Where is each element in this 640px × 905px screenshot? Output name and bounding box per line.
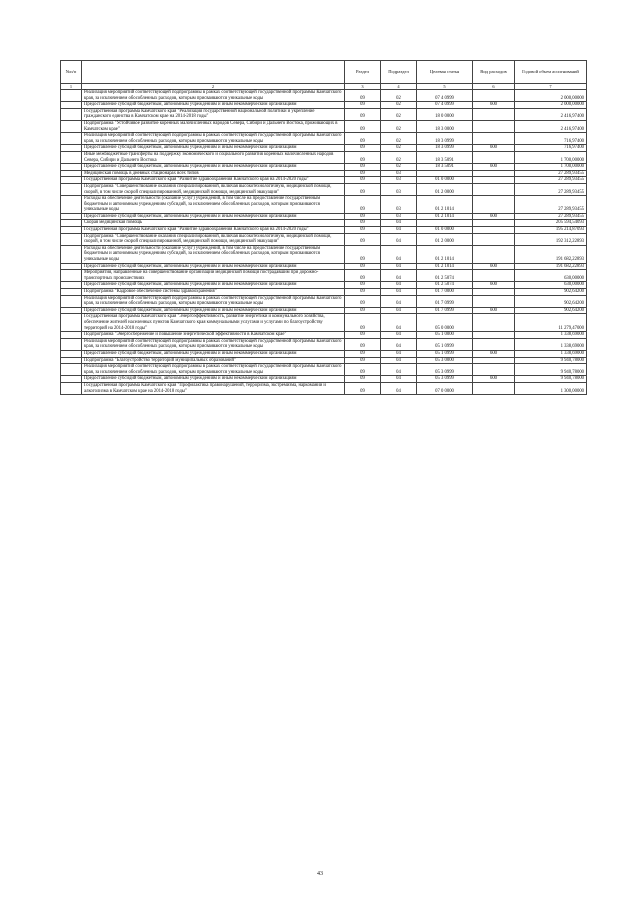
table-row [61,364,587,376]
row-expense-type-cell [473,382,515,394]
row-volume-cell: 2 416,97400 [515,120,587,132]
row-subsection-cell: 02 [381,102,417,109]
page-number: 43 [317,871,323,877]
row-section-cell: 09 [345,357,381,364]
row-target-article-cell: 05 1 0999 [417,350,473,357]
table-row [61,151,587,163]
row-expense-type-cell: 600 [473,350,515,357]
col-number: 1 [61,84,82,90]
row-expense-type-cell [473,233,515,245]
row-section-cell: 09 [345,108,381,120]
row-section-cell: 09 [345,164,381,171]
table-row [61,233,587,245]
table-row [61,382,587,394]
row-volume-cell: 1 338,69000 [515,350,587,357]
row-volume-cell: 11 279,47000 [515,314,587,332]
row-name-cell: Предоставление субсидий бюджетным, автономным учреждениям и иным некоммерческим организациям [82,145,345,152]
row-target-article-cell: 01 0 0000 [417,227,473,234]
row-num-cell [61,177,82,184]
row-num-cell [61,196,82,214]
row-num-cell [61,357,82,364]
table-row [61,307,587,314]
row-num-cell [61,90,82,102]
row-subsection-cell: 02 [381,133,417,145]
row-section-cell: 09 [345,183,381,195]
row-expense-type-cell: 600 [473,263,515,270]
row-name-cell: Медицинская помощь в дневных стационарах всех типов [82,170,345,177]
header-section: Раздел [345,61,381,84]
row-num-cell [61,350,82,357]
row-target-article-cell: 07 4 0999 [417,90,473,102]
row-target-article-cell: 01 2 5074 [417,282,473,289]
row-subsection-cell: 04 [381,282,417,289]
row-expense-type-cell [473,289,515,296]
col-number: 6 [473,84,515,90]
row-name-cell: Иные межбюджетные трансферты на поддержку экономического и социального развития коренных малочисленных народов Севера, Сибири и Дальнего Востока [82,151,345,163]
row-volume-cell: 191 682,22893 [515,245,587,263]
header-row [61,61,587,84]
row-num-cell [61,102,82,109]
row-target-article-cell [417,220,473,227]
row-target-article-cell: 07 4 0999 [417,102,473,109]
row-num-cell [61,120,82,132]
table-row [61,314,587,332]
row-name-cell: Реализация мероприятий соответствующей подпрограммы в рамках соответствующей государственной программы Камчатского края, за исключением обособленных расходов, которым присваиваются уникальные коды [82,295,345,307]
row-name-cell: Подпрограмма "Совершенствование оказания специализированной, включая высокотехнологичную, медицинской помощи, скорой, в том числе скорой специализированной, медицинской помощи, медицинской эвакуации" [82,233,345,245]
row-expense-type-cell: 600 [473,145,515,152]
row-volume-cell: 205 594,54093 [515,220,587,227]
row-expense-type-cell: 600 [473,164,515,171]
header-annual-volume: Годовой объем ассигнований [515,61,587,84]
row-expense-type-cell: 600 [473,307,515,314]
row-name-cell: Государственная программа Камчатского края "Реализация государственной национальной политики и укрепление гражданского единства в Камчатском крае на 2014-2018 годы" [82,108,345,120]
row-name-cell: Государственная программа Камчатского края "Энергоэффективность, развитие энергетики и коммунального хозяйства, обеспечение жителей населенных пунктов Камчатского края коммунальными услугами и услугами по благоустройству территорий на 2014-2018 годы" [82,314,345,332]
row-num-cell [61,382,82,394]
row-subsection-cell: 02 [381,108,417,120]
row-name-cell: Государственная программа Камчатского края "Развитие здравоохранения Камчатского края на 2014-2020 годы" [82,227,345,234]
row-section-cell: 09 [345,120,381,132]
row-volume-cell: 27 289,93455 [515,177,587,184]
row-target-article-cell: 18 0 0000 [417,108,473,120]
row-subsection-cell: 04 [381,270,417,282]
row-name-cell: Предоставление субсидий бюджетным, автономным учреждениям и иным некоммерческим организациям [82,282,345,289]
row-num-cell [61,289,82,296]
row-subsection-cell: 02 [381,145,417,152]
row-expense-type-cell [473,120,515,132]
row-name-cell: Мероприятия, направленные на совершенствование организации медицинской помощи пострадавшим при дорожно-транспортных происшествиях [82,270,345,282]
row-target-article-cell: 18 3 0000 [417,120,473,132]
header-num: №п/п [61,61,82,84]
row-subsection-cell: 02 [381,164,417,171]
table-row [61,102,587,109]
row-num-cell [61,282,82,289]
row-volume-cell: 902,64200 [515,295,587,307]
row-target-article-cell: 05 3 0999 [417,376,473,383]
row-subsection-cell: 03 [381,213,417,220]
row-section-cell: 09 [345,177,381,184]
row-section-cell: 09 [345,295,381,307]
row-volume-cell: 191 682,22893 [515,263,587,270]
header-name [82,61,345,84]
row-volume-cell: 716,97400 [515,145,587,152]
row-name-cell: Предоставление субсидий бюджетным, автономным учреждениям и иным некоммерческим организациям [82,102,345,109]
row-volume-cell: 2 416,97400 [515,108,587,120]
budget-table [60,60,587,395]
row-num-cell [61,170,82,177]
row-subsection-cell: 04 [381,220,417,227]
row-section-cell: 09 [345,196,381,214]
row-expense-type-cell [473,90,515,102]
table-row [61,164,587,171]
row-volume-cell: 9 940,78000 [515,364,587,376]
row-name-cell: Реализация мероприятий соответствующей подпрограммы в рамках соответствующей государственной программы Камчатского края, за исключением обособленных расходов, которым присваиваются уникальные коды [82,90,345,102]
budget-table-container [60,60,586,395]
row-target-article-cell: 18 3 5091 [417,151,473,163]
table-row [61,108,587,120]
row-volume-cell: 2 000,00000 [515,102,587,109]
row-name-cell: Скорая медицинская помощь [82,220,345,227]
row-volume-cell: 716,97400 [515,133,587,145]
row-section-cell: 09 [345,263,381,270]
row-target-article-cell: 01 7 0999 [417,307,473,314]
row-target-article-cell: 05 1 0999 [417,338,473,350]
row-name-cell: Предоставление субсидий бюджетным, автономным учреждениям и иным некоммерческим организациям [82,164,345,171]
row-expense-type-cell [473,357,515,364]
row-name-cell: Предоставление субсидий бюджетным, автономным учреждениям и иным некоммерческим организациям [82,213,345,220]
row-num-cell [61,295,82,307]
row-num-cell [61,270,82,282]
row-target-article-cell: 01 2 0000 [417,233,473,245]
table-row [61,350,587,357]
row-section-cell: 09 [345,133,381,145]
row-name-cell: Предоставление субсидий бюджетным, автономным учреждениям и иным некоммерческим организациям [82,307,345,314]
row-volume-cell: 630,00000 [515,282,587,289]
row-volume-cell: 27 289,93455 [515,213,587,220]
col-number: 5 [417,84,473,90]
row-volume-cell: 902,64200 [515,307,587,314]
row-volume-cell: 195 214,87093 [515,227,587,234]
row-subsection-cell: 03 [381,196,417,214]
table-row [61,196,587,214]
row-section-cell: 09 [345,350,381,357]
row-expense-type-cell: 600 [473,282,515,289]
row-subsection-cell: 04 [381,338,417,350]
row-name-cell: Подпрограмма "Устойчивое развитие коренных малочисленных народов Севера, Сибири и Дальнего Востока, проживающих в Камчатском крае" [82,120,345,132]
row-name-cell: Расходы на обеспечение деятельности (оказание услуг) учреждений, в том числе на предоставление государственным бюджетным и автономным учреждениям субсидий, за исключением обособленных расходов, которым присваиваются уникальные коды [82,245,345,263]
row-subsection-cell: 04 [381,295,417,307]
table-row [61,295,587,307]
row-subsection-cell: 04 [381,364,417,376]
row-volume-cell: 902,64200 [515,289,587,296]
row-name-cell: Расходы на обеспечение деятельности (оказание услуг) учреждений, в том числе на предоставление государственным бюджетным и автономным учреждениям субсидий, за исключением обособленных расходов, которым присваиваются уникальные коды [82,196,345,214]
row-name-cell: Подпрограмма "Благоустройство территорий муниципальных образований" [82,357,345,364]
row-expense-type-cell [473,177,515,184]
row-expense-type-cell [473,332,515,339]
row-num-cell [61,314,82,332]
row-expense-type-cell [473,295,515,307]
row-num-cell [61,133,82,145]
row-name-cell: Государственная программа Камчатского края "Развитие здравоохранения Камчатского края на 2014-2020 годы" [82,177,345,184]
table-body [61,90,587,395]
row-section-cell: 09 [345,90,381,102]
table-row [61,263,587,270]
header-expense-type: Вид расходов [473,61,515,84]
row-num-cell [61,233,82,245]
row-volume-cell: 27 289,93455 [515,183,587,195]
row-num-cell [61,220,82,227]
row-section-cell: 09 [345,270,381,282]
row-expense-type-cell [473,183,515,195]
row-subsection-cell: 04 [381,263,417,270]
row-subsection-cell: 04 [381,233,417,245]
row-name-cell: Предоставление субсидий бюджетным, автономным учреждениям и иным некоммерческим организациям [82,350,345,357]
row-name-cell: Подпрограмма "Кадровое обеспечение системы здравоохранения" [82,289,345,296]
table-row [61,120,587,132]
row-target-article-cell: 18 3 0999 [417,145,473,152]
row-subsection-cell: 04 [381,357,417,364]
row-section-cell: 09 [345,213,381,220]
row-volume-cell: 1 300,00000 [515,382,587,394]
row-section-cell: 09 [345,382,381,394]
row-target-article-cell: 01 7 0999 [417,295,473,307]
table-row [61,282,587,289]
row-num-cell [61,245,82,263]
col-number: 4 [381,84,417,90]
row-name-cell: Реализация мероприятий соответствующей подпрограммы в рамках соответствующей государственной программы Камчатского края, за исключением обособленных расходов, которым присваиваются уникальные коды [82,364,345,376]
row-section-cell: 09 [345,314,381,332]
table-row [61,332,587,339]
row-target-article-cell: 05 3 0999 [417,364,473,376]
table-row [61,177,587,184]
row-section-cell: 09 [345,245,381,263]
row-section-cell: 09 [345,170,381,177]
row-target-article-cell: 18 3 5091 [417,164,473,171]
row-section-cell: 09 [345,282,381,289]
table-row [61,133,587,145]
row-expense-type-cell [473,338,515,350]
row-num-cell [61,151,82,163]
row-section-cell: 09 [345,102,381,109]
row-expense-type-cell [473,270,515,282]
header-subsection: Подраздел [381,61,417,84]
row-expense-type-cell [473,220,515,227]
row-num-cell [61,364,82,376]
row-target-article-cell: 05 0 0000 [417,314,473,332]
table-row [61,270,587,282]
row-num-cell [61,183,82,195]
row-name-cell: Предоставление субсидий бюджетным, автономным учреждениям и иным некоммерческим организациям [82,376,345,383]
row-volume-cell: 1 700,00000 [515,164,587,171]
row-target-article-cell: 18 3 0999 [417,133,473,145]
row-volume-cell: 27 289,93455 [515,170,587,177]
row-subsection-cell: 04 [381,289,417,296]
row-num-cell [61,338,82,350]
row-expense-type-cell [473,196,515,214]
row-subsection-cell: 03 [381,183,417,195]
row-volume-cell: 192 312,22893 [515,233,587,245]
row-subsection-cell: 04 [381,350,417,357]
row-section-cell: 09 [345,307,381,314]
row-target-article-cell: 05 1 0000 [417,332,473,339]
table-row [61,227,587,234]
row-section-cell: 09 [345,220,381,227]
row-target-article-cell: 01 2 5074 [417,270,473,282]
row-section-cell: 09 [345,364,381,376]
header-target-article: Целевая статья [417,61,473,84]
row-section-cell: 09 [345,332,381,339]
row-num-cell [61,227,82,234]
table-row [61,170,587,177]
row-expense-type-cell [473,364,515,376]
row-name-cell: Государственная программа Камчатского края "Профилактика правонарушений, терроризма, экстремизма, наркомании и алкоголизма в Камчатском крае на 2014-2018 годы" [82,382,345,394]
row-target-article-cell: 07 0 0000 [417,382,473,394]
row-subsection-cell: 02 [381,120,417,132]
row-target-article-cell: 01 2 1014 [417,245,473,263]
row-target-article-cell: 01 0 0000 [417,177,473,184]
table-row [61,213,587,220]
row-num-cell [61,307,82,314]
row-num-cell [61,332,82,339]
row-section-cell: 09 [345,151,381,163]
row-volume-cell: 2 000,00000 [515,90,587,102]
row-section-cell: 09 [345,376,381,383]
row-subsection-cell: 04 [381,227,417,234]
row-target-article-cell: 01 2 1014 [417,196,473,214]
row-name-cell: Реализация мероприятий соответствующей подпрограммы в рамках соответствующей государственной программы Камчатского края, за исключением обособленных расходов, которым присваиваются уникальные коды [82,338,345,350]
row-volume-cell: 9 940,78000 [515,376,587,383]
table-row [61,145,587,152]
col-number: 2 [82,84,345,90]
row-expense-type-cell: 600 [473,213,515,220]
table-row [61,90,587,102]
row-expense-type-cell [473,170,515,177]
table-row [61,289,587,296]
row-target-article-cell: 01 2 0000 [417,183,473,195]
row-volume-cell: 1 338,69000 [515,332,587,339]
table-row [61,220,587,227]
row-subsection-cell: 04 [381,332,417,339]
table-row [61,183,587,195]
row-expense-type-cell [473,314,515,332]
row-section-cell: 09 [345,233,381,245]
row-subsection-cell: 04 [381,245,417,263]
table-row [61,338,587,350]
row-num-cell [61,376,82,383]
row-volume-cell: 1 338,69000 [515,338,587,350]
row-target-article-cell: 01 2 1014 [417,213,473,220]
row-subsection-cell: 04 [381,376,417,383]
row-subsection-cell: 04 [381,314,417,332]
row-expense-type-cell [473,227,515,234]
table-row [61,357,587,364]
col-number: 7 [515,84,587,90]
row-volume-cell: 9 940,78000 [515,357,587,364]
table-row [61,376,587,383]
row-expense-type-cell: 600 [473,102,515,109]
row-section-cell: 09 [345,145,381,152]
row-num-cell [61,263,82,270]
row-section-cell: 09 [345,289,381,296]
row-subsection-cell: 03 [381,177,417,184]
row-expense-type-cell [473,108,515,120]
row-expense-type-cell [473,133,515,145]
row-target-article-cell: 05 3 0000 [417,357,473,364]
row-num-cell [61,213,82,220]
row-name-cell: Подпрограмма "Совершенствование оказания специализированной, включая высокотехнологичную, медицинской помощи, скорой, в том числе скорой специализированной, медицинской помощи, медицинской эвакуации" [82,183,345,195]
row-volume-cell: 1 700,00000 [515,151,587,163]
row-target-article-cell [417,170,473,177]
table-row [61,245,587,263]
row-expense-type-cell: 600 [473,376,515,383]
row-volume-cell: 27 289,93455 [515,196,587,214]
row-num-cell [61,108,82,120]
row-num-cell [61,164,82,171]
col-number: 3 [345,84,381,90]
row-subsection-cell: 04 [381,307,417,314]
row-volume-cell: 630,00000 [515,270,587,282]
row-name-cell: Реализация мероприятий соответствующей подпрограммы в рамках соответствующей государственной программы Камчатского края, за исключением обособленных расходов, которым присваиваются уникальные коды [82,133,345,145]
row-target-article-cell: 01 7 0000 [417,289,473,296]
row-name-cell: Подпрограмма "Энергосбережение и повышение энергетической эффективности в Камчатском крае" [82,332,345,339]
row-target-article-cell: 01 2 1014 [417,263,473,270]
row-name-cell: Предоставление субсидий бюджетным, автономным учреждениям и иным некоммерческим организациям [82,263,345,270]
row-subsection-cell: 04 [381,382,417,394]
row-subsection-cell: 03 [381,170,417,177]
row-section-cell: 09 [345,338,381,350]
row-section-cell: 09 [345,227,381,234]
row-expense-type-cell [473,151,515,163]
row-subsection-cell: 02 [381,151,417,163]
row-subsection-cell: 02 [381,90,417,102]
row-expense-type-cell [473,245,515,263]
row-num-cell [61,145,82,152]
